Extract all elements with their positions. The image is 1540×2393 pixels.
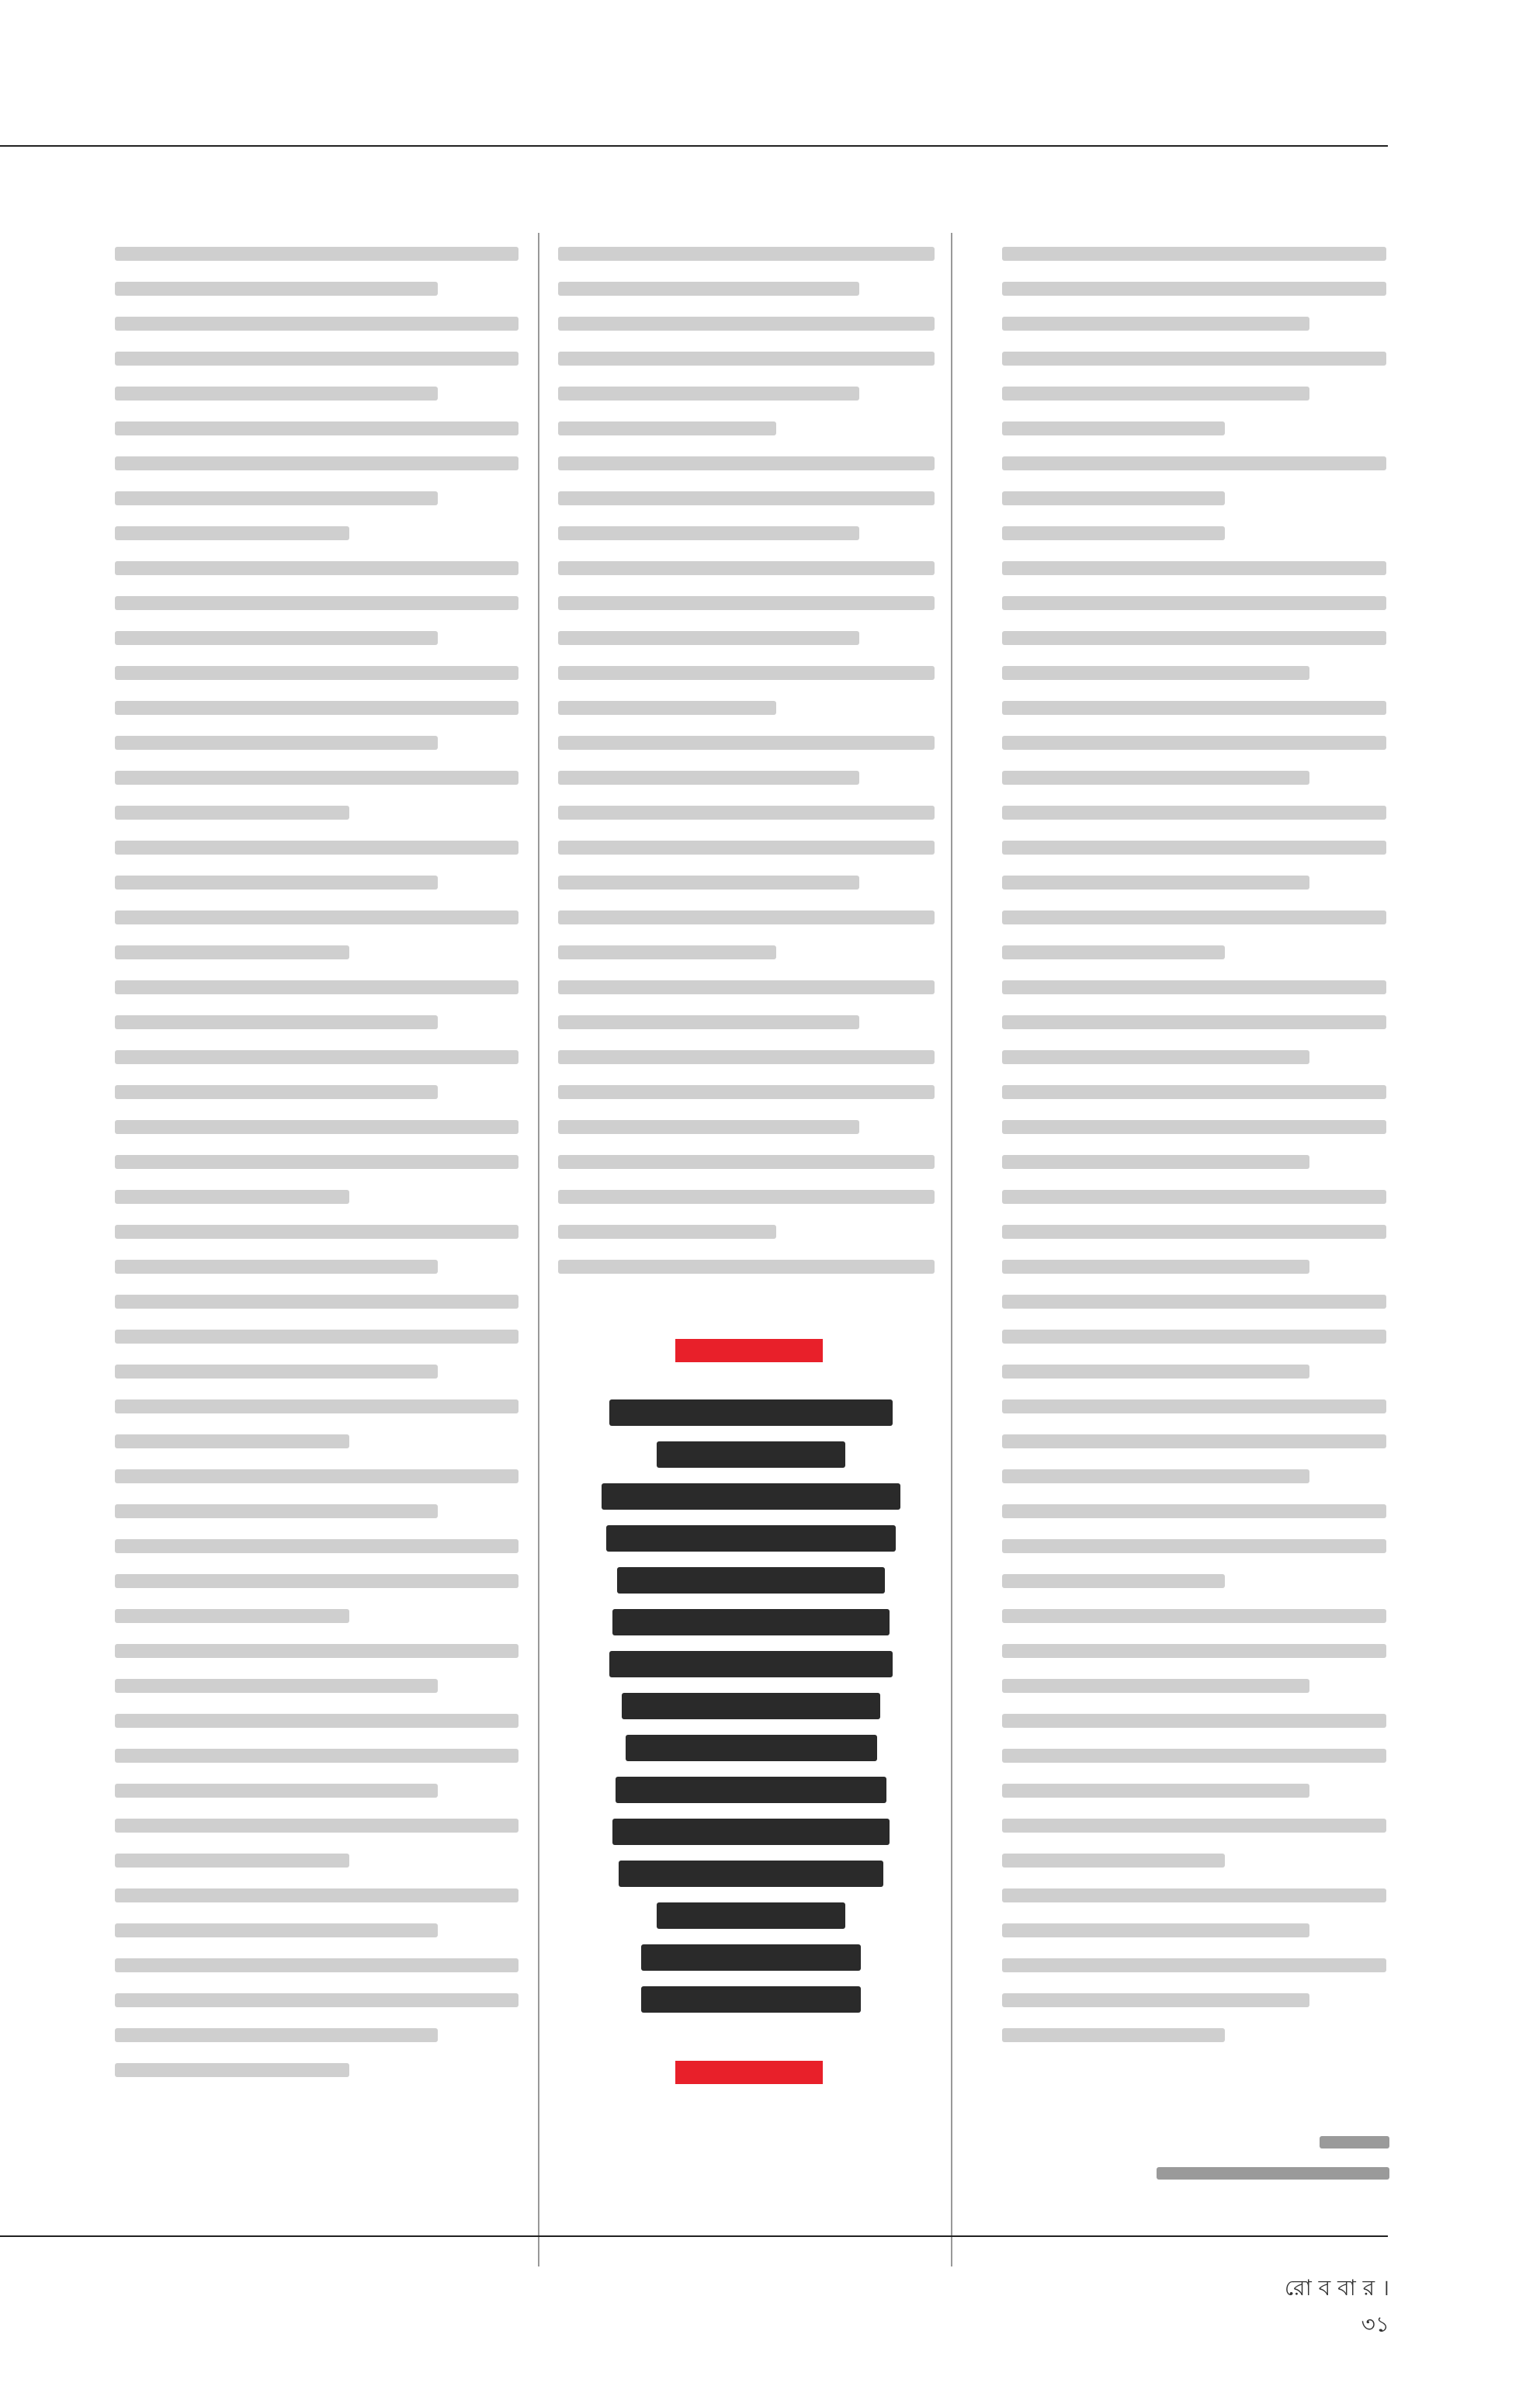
text-line xyxy=(115,1120,519,1134)
credit-block xyxy=(1157,2136,1389,2198)
column-divider xyxy=(951,233,952,2266)
text-line xyxy=(1002,1015,1386,1029)
text-line xyxy=(1002,806,1386,820)
text-line xyxy=(558,561,935,575)
text-line xyxy=(115,1050,519,1064)
text-line xyxy=(1002,282,1386,296)
bottom-rule xyxy=(0,2235,1388,2237)
quote-line xyxy=(641,1944,862,1971)
text-line xyxy=(1002,910,1386,924)
text-line xyxy=(1002,1225,1386,1239)
text-line xyxy=(558,282,859,296)
text-line xyxy=(115,352,519,366)
text-line xyxy=(115,771,519,785)
text-line xyxy=(1002,1854,1225,1868)
text-line xyxy=(1002,1469,1309,1483)
text-line xyxy=(1002,980,1386,994)
text-line xyxy=(1002,1050,1309,1064)
text-line xyxy=(1002,1749,1386,1763)
text-line xyxy=(115,1469,519,1483)
text-line xyxy=(115,1574,519,1588)
quote-line xyxy=(609,1651,893,1677)
text-line xyxy=(115,1295,519,1309)
text-line xyxy=(558,841,935,855)
quote-line xyxy=(612,1819,889,1845)
text-line xyxy=(558,1085,935,1099)
text-line xyxy=(115,1888,519,1902)
text-line xyxy=(115,1085,438,1099)
text-line xyxy=(1002,1993,1309,2007)
text-line xyxy=(1002,1539,1386,1553)
text-line xyxy=(115,596,519,610)
text-line xyxy=(558,736,935,750)
text-line xyxy=(1002,1923,1309,1937)
text-line xyxy=(115,1190,349,1204)
column-divider xyxy=(538,233,539,2266)
text-line xyxy=(115,1539,519,1553)
article-column-1 xyxy=(115,247,519,2098)
text-line xyxy=(115,701,519,715)
text-line xyxy=(115,841,519,855)
text-line xyxy=(115,1923,438,1937)
text-line xyxy=(1002,1330,1386,1344)
quote-line xyxy=(617,1567,884,1594)
text-line xyxy=(115,1644,519,1658)
text-line xyxy=(558,806,935,820)
article-column-3 xyxy=(1002,247,1386,2063)
text-line xyxy=(1002,1644,1386,1658)
text-line xyxy=(115,526,349,540)
text-line xyxy=(115,736,438,750)
text-line xyxy=(1002,701,1386,715)
text-line xyxy=(558,771,859,785)
text-line xyxy=(1002,1085,1386,1099)
text-line xyxy=(1002,1784,1309,1798)
text-line xyxy=(1002,1888,1386,1902)
quote-line xyxy=(622,1693,879,1719)
text-line xyxy=(115,1260,438,1274)
text-line xyxy=(115,1609,349,1623)
text-line xyxy=(558,1120,859,1134)
pull-quote-text xyxy=(594,1399,908,2028)
text-line xyxy=(1002,1679,1309,1693)
quote-line xyxy=(619,1861,883,1887)
text-line xyxy=(115,1330,519,1344)
text-line xyxy=(558,701,776,715)
text-line xyxy=(1002,596,1386,610)
text-line xyxy=(558,1190,935,1204)
text-line xyxy=(1002,2028,1225,2042)
text-line xyxy=(1002,1190,1386,1204)
text-line xyxy=(115,1679,438,1693)
text-line xyxy=(115,806,349,820)
text-line xyxy=(115,282,438,296)
text-line xyxy=(115,945,349,959)
text-line xyxy=(115,1015,438,1029)
text-line xyxy=(115,387,438,401)
page-folio: রো ব বা র । ৩১ xyxy=(1284,2275,1389,2337)
text-line xyxy=(1002,1155,1309,1169)
text-line xyxy=(115,2028,438,2042)
text-line xyxy=(115,1749,519,1763)
text-line xyxy=(1002,247,1386,261)
text-line xyxy=(1002,1504,1386,1518)
credit-line xyxy=(1157,2167,1389,2180)
text-line xyxy=(1002,456,1386,470)
text-line xyxy=(558,631,859,645)
text-line xyxy=(1002,631,1386,645)
pull-quote-rule-top xyxy=(675,1339,823,1362)
text-line xyxy=(115,317,519,331)
text-line xyxy=(1002,317,1309,331)
top-rule xyxy=(0,145,1388,147)
quote-line xyxy=(609,1399,893,1426)
text-line xyxy=(558,1015,859,1029)
text-line xyxy=(558,317,935,331)
text-line xyxy=(558,596,935,610)
text-line xyxy=(558,491,935,505)
text-line xyxy=(1002,841,1386,855)
text-line xyxy=(558,1050,935,1064)
text-line xyxy=(1002,1365,1309,1379)
text-line xyxy=(115,1434,349,1448)
text-line xyxy=(558,876,859,890)
pull-quote-rule-bottom xyxy=(675,2061,823,2084)
text-line xyxy=(1002,1295,1386,1309)
text-line xyxy=(558,1155,935,1169)
text-line xyxy=(1002,666,1309,680)
text-line xyxy=(115,247,519,261)
quote-line xyxy=(612,1609,889,1635)
text-line xyxy=(115,1854,349,1868)
text-line xyxy=(558,666,935,680)
text-line xyxy=(1002,1574,1225,1588)
text-line xyxy=(1002,1609,1386,1623)
text-line xyxy=(1002,561,1386,575)
text-line xyxy=(115,456,519,470)
text-line xyxy=(558,945,776,959)
text-line xyxy=(115,1993,519,2007)
text-line xyxy=(115,1155,519,1169)
text-line xyxy=(558,352,935,366)
quote-line xyxy=(626,1735,877,1761)
text-line xyxy=(115,910,519,924)
text-line xyxy=(115,631,438,645)
text-line xyxy=(115,1225,519,1239)
text-line xyxy=(115,1784,438,1798)
text-line xyxy=(115,421,519,435)
text-line xyxy=(1002,1260,1309,1274)
quote-line xyxy=(641,1986,862,2013)
text-line xyxy=(1002,876,1309,890)
text-line xyxy=(1002,352,1386,366)
text-line xyxy=(1002,526,1225,540)
text-line xyxy=(115,1504,438,1518)
text-line xyxy=(558,910,935,924)
text-line xyxy=(1002,1434,1386,1448)
text-line xyxy=(115,1819,519,1833)
text-line xyxy=(558,980,935,994)
text-line xyxy=(558,387,859,401)
text-line xyxy=(1002,1819,1386,1833)
text-line xyxy=(115,1365,438,1379)
text-line xyxy=(558,526,859,540)
text-line xyxy=(1002,491,1225,505)
text-line xyxy=(1002,1958,1386,1972)
text-line xyxy=(115,666,519,680)
quote-line xyxy=(616,1777,886,1803)
text-line xyxy=(115,1958,519,1972)
text-line xyxy=(1002,421,1225,435)
text-line xyxy=(558,247,935,261)
text-line xyxy=(1002,1399,1386,1413)
text-line xyxy=(558,1225,776,1239)
text-line xyxy=(1002,387,1309,401)
text-line xyxy=(115,561,519,575)
credit-line xyxy=(1320,2136,1389,2148)
text-line xyxy=(1002,1120,1386,1134)
text-line xyxy=(558,421,776,435)
text-line xyxy=(115,2063,349,2077)
text-line xyxy=(1002,771,1309,785)
text-line xyxy=(115,1399,519,1413)
text-line xyxy=(115,491,438,505)
text-line xyxy=(1002,736,1386,750)
pull-quote xyxy=(563,1339,939,2115)
quote-line xyxy=(657,1902,845,1929)
quote-line xyxy=(657,1441,845,1468)
text-line xyxy=(115,1714,519,1728)
text-line xyxy=(115,980,519,994)
article-column-2 xyxy=(558,247,935,1295)
text-line xyxy=(558,456,935,470)
text-line xyxy=(1002,1714,1386,1728)
quote-line xyxy=(602,1483,900,1510)
quote-line xyxy=(606,1525,896,1552)
text-line xyxy=(115,876,438,890)
text-line xyxy=(558,1260,935,1274)
text-line xyxy=(1002,945,1225,959)
